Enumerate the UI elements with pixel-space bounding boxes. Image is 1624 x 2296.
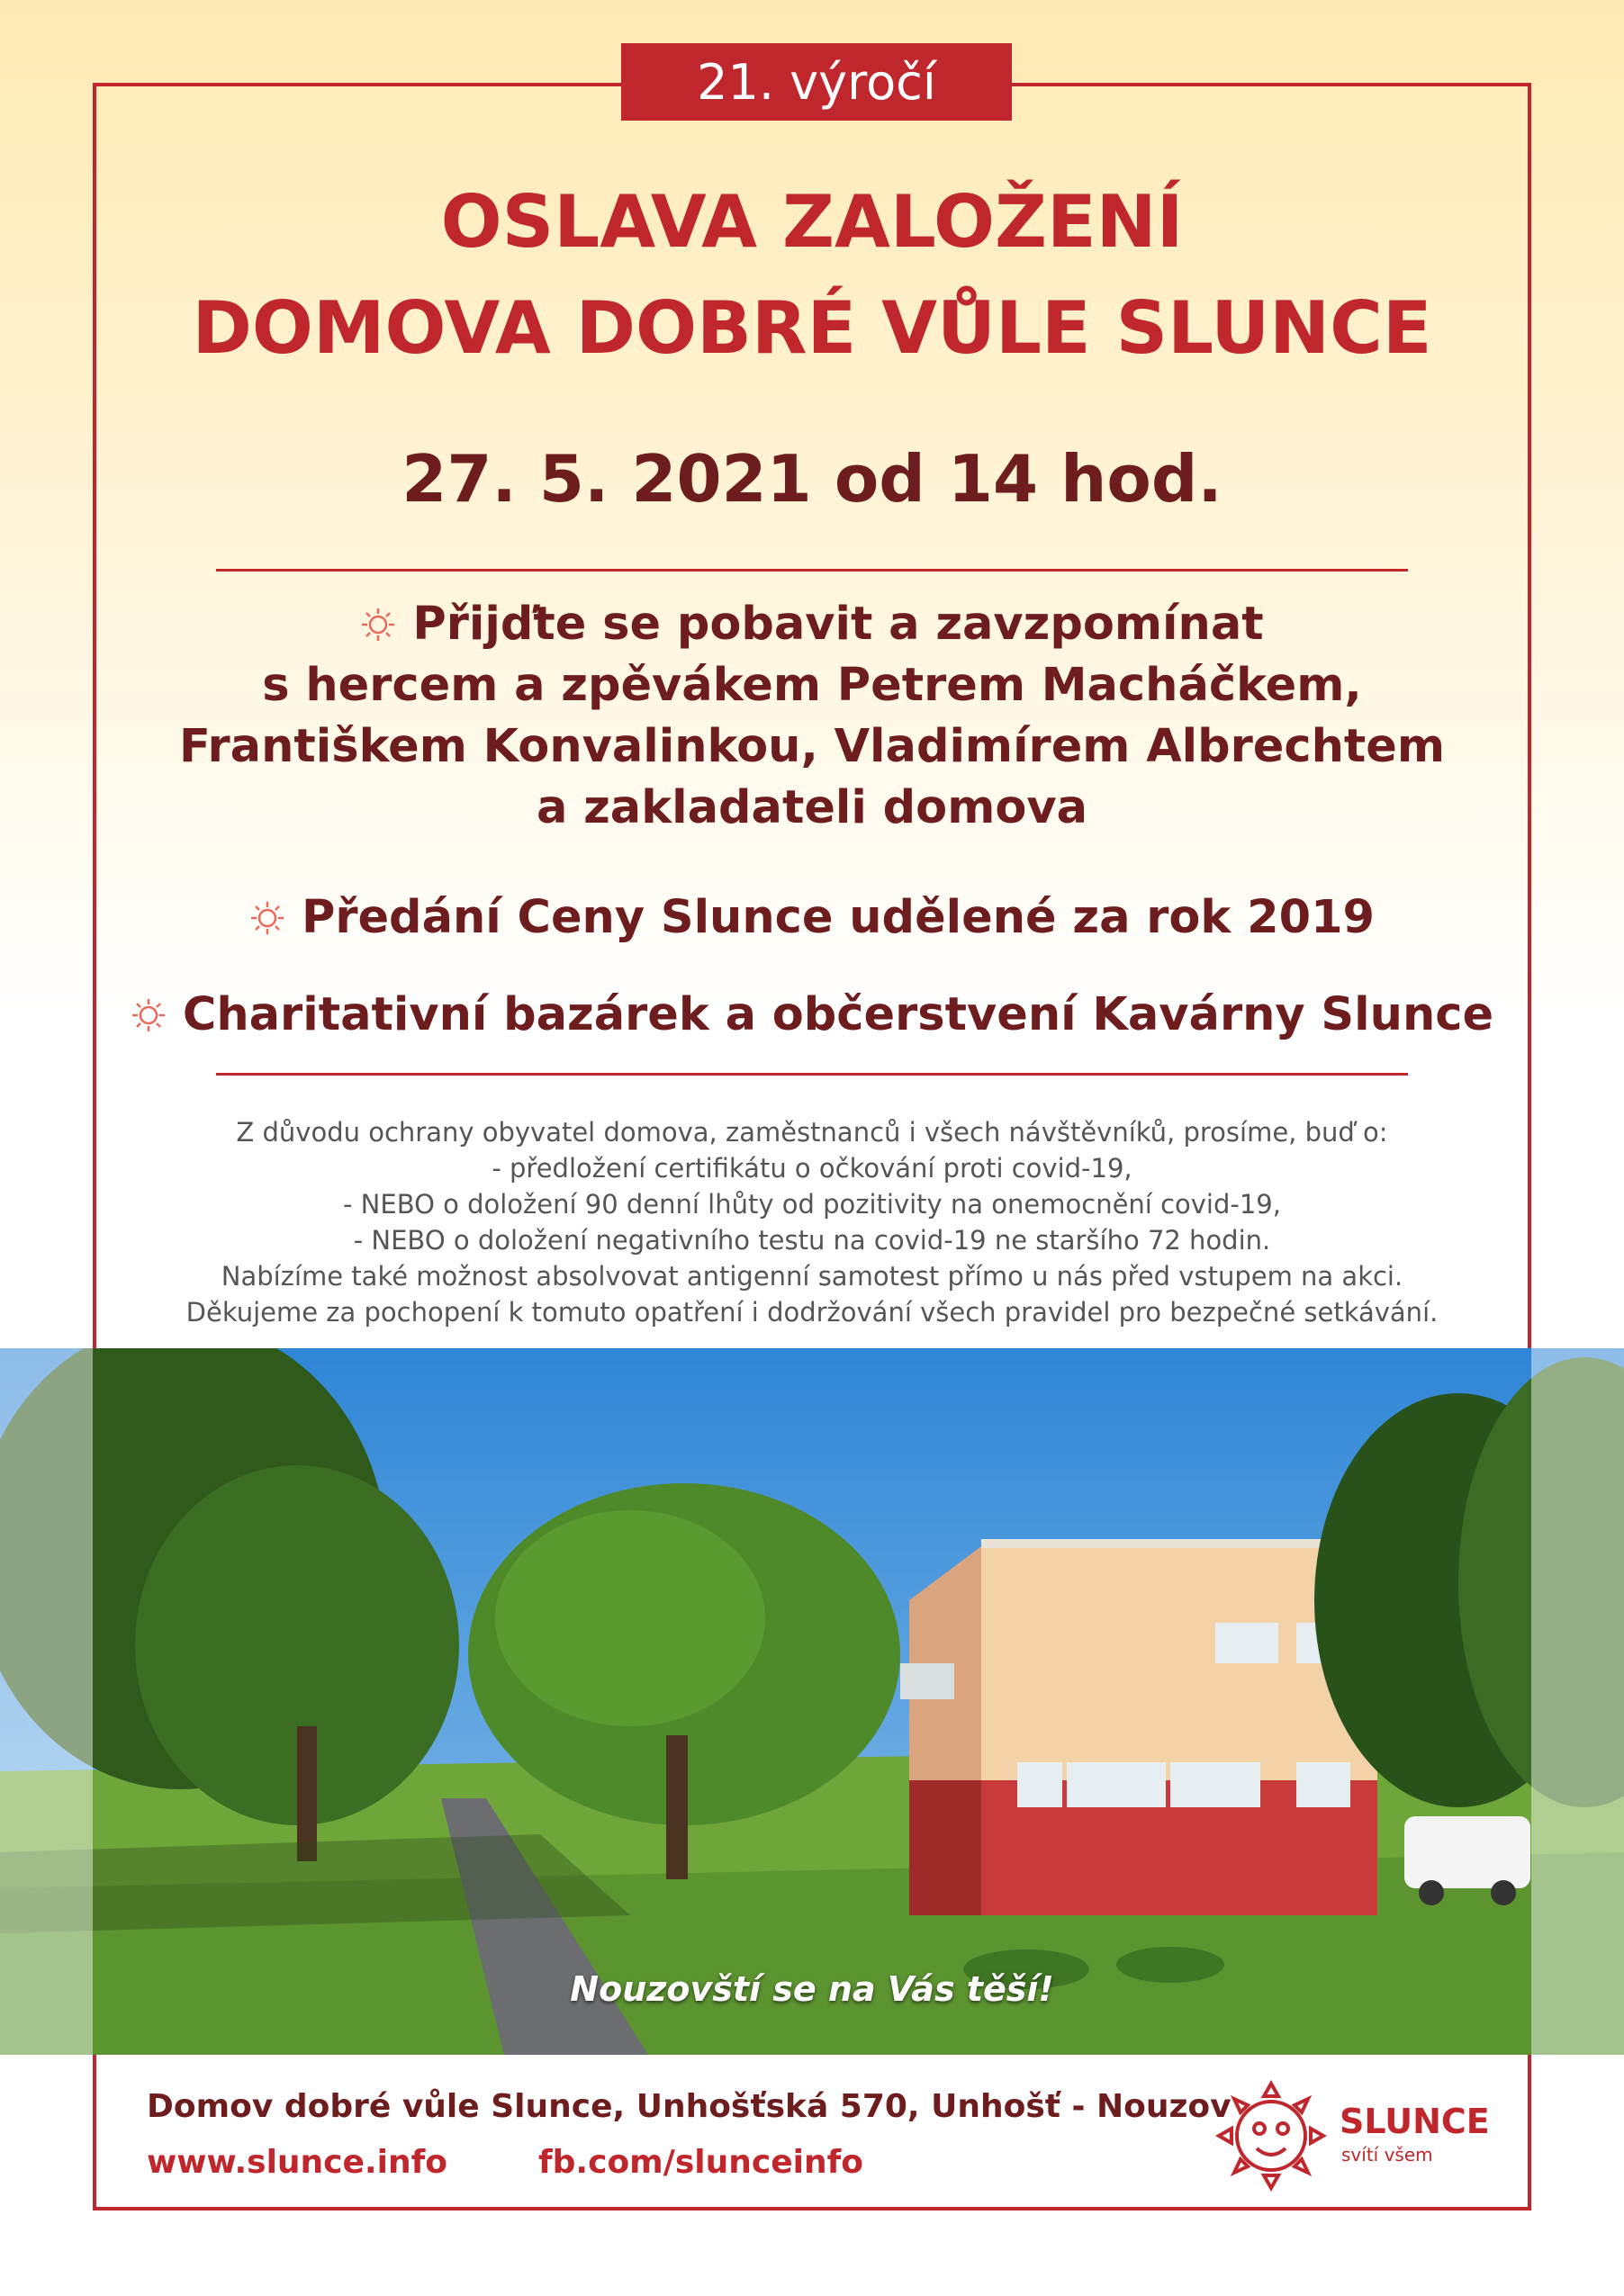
bullet-3-text: Charitativní bazárek a občerstvení Kavárny Slunce bbox=[182, 988, 1494, 1041]
bullet-1-line-4: a zakladateli domova bbox=[536, 781, 1088, 834]
title-line-1: OSLAVA ZALOŽENÍ bbox=[440, 180, 1184, 264]
bullet-1-line-2: s hercem a zpěvákem Petrem Macháčkem, bbox=[262, 659, 1362, 712]
bullet-1-line-1 bbox=[0, 596, 1624, 653]
photo-fade-left bbox=[0, 1348, 93, 2055]
sun-icon bbox=[360, 607, 396, 643]
notice-line: - předložení certifikátu o očkování proti covid-19, bbox=[492, 1153, 1132, 1184]
bullet-3 bbox=[0, 986, 1624, 1044]
sun-icon bbox=[131, 997, 167, 1033]
anniversary-badge: 21. výročí bbox=[621, 43, 1012, 121]
logo-tagline: svítí všem bbox=[1341, 2144, 1433, 2165]
photo-fade-right bbox=[1531, 1348, 1624, 2055]
photo-caption: Nouzovští se na Vás těší! bbox=[570, 1969, 1054, 2009]
building-photo bbox=[0, 1348, 1624, 2055]
notice-line: - NEBO o doložení negativního testu na covid-19 ne staršího 72 hodin. bbox=[353, 1225, 1271, 1256]
title-line-2: DOMOVA DOBRÉ VŮLE SLUNCE bbox=[192, 286, 1432, 370]
bullet-1-text: Přijďte se pobavit a zavzpomínat bbox=[412, 598, 1264, 651]
divider-top bbox=[216, 569, 1408, 572]
facebook-link[interactable]: fb.com/slunceinfo bbox=[538, 2144, 863, 2181]
footer-address: Domov dobré vůle Slunce, Unhošťská 570, Unhošť - Nouzov bbox=[147, 2088, 1232, 2125]
notice-line: Děkujeme za pochopení k tomuto opatření i dodržování všech pravidel pro bezpečné setkávání. bbox=[185, 1297, 1439, 1328]
notice-line: Nabízíme také možnost absolvovat antigenní samotest přímo u nás před vstupem na akci. bbox=[221, 1261, 1403, 1292]
website-link[interactable]: www.slunce.info bbox=[147, 2144, 447, 2181]
divider-bottom bbox=[216, 1073, 1408, 1076]
bullet-1-line-3: Františkem Konvalinkou, Vladimírem Albrechtem bbox=[178, 720, 1446, 773]
sun-icon bbox=[249, 900, 285, 936]
logo-name: SLUNCE bbox=[1340, 2102, 1490, 2141]
notice-line: Z důvodu ochrany obyvatel domova, zaměstnanců i všech návštěvníků, prosíme, buď o: bbox=[236, 1117, 1388, 1148]
bullet-2-text: Předání Ceny Slunce udělené za rok 2019 bbox=[301, 891, 1376, 944]
notice-line: - NEBO o doložení 90 denní lhůty od pozitivity na onemocnění covid-19, bbox=[343, 1189, 1281, 1220]
event-date: 27. 5. 2021 od 14 hod. bbox=[401, 441, 1223, 517]
bullet-2 bbox=[0, 889, 1624, 947]
covid-notice bbox=[0, 1114, 1624, 1330]
